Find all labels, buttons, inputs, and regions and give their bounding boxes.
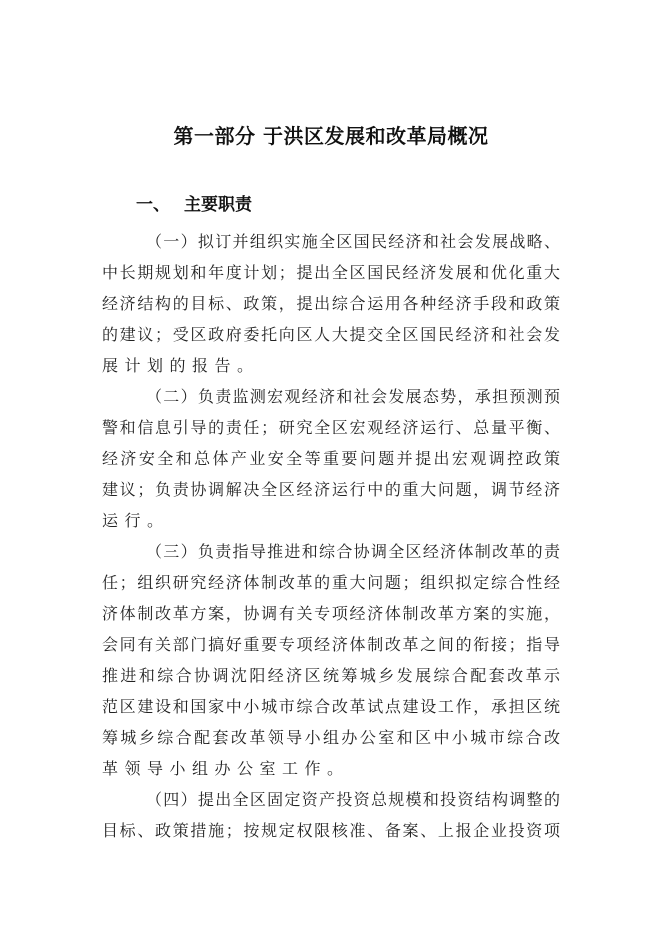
paragraph-line: 革领导小组办公室工作。 xyxy=(102,759,350,778)
paragraph-line: （四）提出全区固定资产投资总规模和投资结构调整的 xyxy=(146,790,560,809)
section-label: 主要职责 xyxy=(184,195,252,215)
paragraph-line: 中长期规划和年度计划；提出全区国民经济发展和优化重大 xyxy=(102,263,560,282)
paragraph-line: 经济安全和总体产业安全等重要问题并提出宏观调控政策 xyxy=(102,449,560,468)
paragraph-line: （三）负责指导推进和综合协调全区经济体制改革的责 xyxy=(146,542,560,561)
paragraph-line: 会同有关部门搞好重要专项经济体制改革之间的衔接；指导 xyxy=(102,635,560,654)
paragraph-line: 目标、政策措施；按规定权限核准、备案、上报企业投资项 xyxy=(102,821,560,840)
paragraph-line: （二）负责监测宏观经济和社会发展态势，承担预测预 xyxy=(146,387,560,406)
paragraph xyxy=(102,226,560,381)
paragraph-line: （一）拟订并组织实施全区国民经济和社会发展战略、 xyxy=(146,232,560,251)
paragraph xyxy=(102,381,560,536)
paragraph xyxy=(102,536,560,784)
paragraph-line: 经济结构的目标、政策，提出综合运用各种经济手段和政策 xyxy=(102,294,560,313)
paragraph-line: 任；组织研究经济体制改革的重大问题；组织拟定综合性经 xyxy=(102,573,560,592)
page-title: 第一部分 于洪区发展和改革局概况 xyxy=(173,124,489,148)
paragraph-line: 建议；负责协调解决全区经济运行中的重大问题，调节经济 xyxy=(102,480,560,499)
section-number: 一、 xyxy=(136,195,170,215)
paragraph-line: 展计划的报告。 xyxy=(102,356,260,375)
paragraph-line: 筹城乡综合配套改革领导小组办公室和区中小城市综合改 xyxy=(102,728,560,747)
paragraph-line: 推进和综合协调沈阳经济区统筹城乡发展综合配套改革示 xyxy=(102,666,560,685)
document-body xyxy=(102,226,560,846)
paragraph-line: 范区建设和国家中小城市综合改革试点建设工作，承担区统 xyxy=(102,697,560,716)
paragraph-line: 警和信息引导的责任；研究全区宏观经济运行、总量平衡、 xyxy=(102,418,560,437)
paragraph-line: 济体制改革方案，协调有关专项经济体制改革方案的实施， xyxy=(102,604,560,623)
paragraph-line: 运行。 xyxy=(102,511,170,530)
paragraph-line: 的建议；受区政府委托向区人大提交全区国民经济和社会发 xyxy=(102,325,560,344)
section-heading xyxy=(136,190,252,215)
paragraph xyxy=(102,784,560,846)
